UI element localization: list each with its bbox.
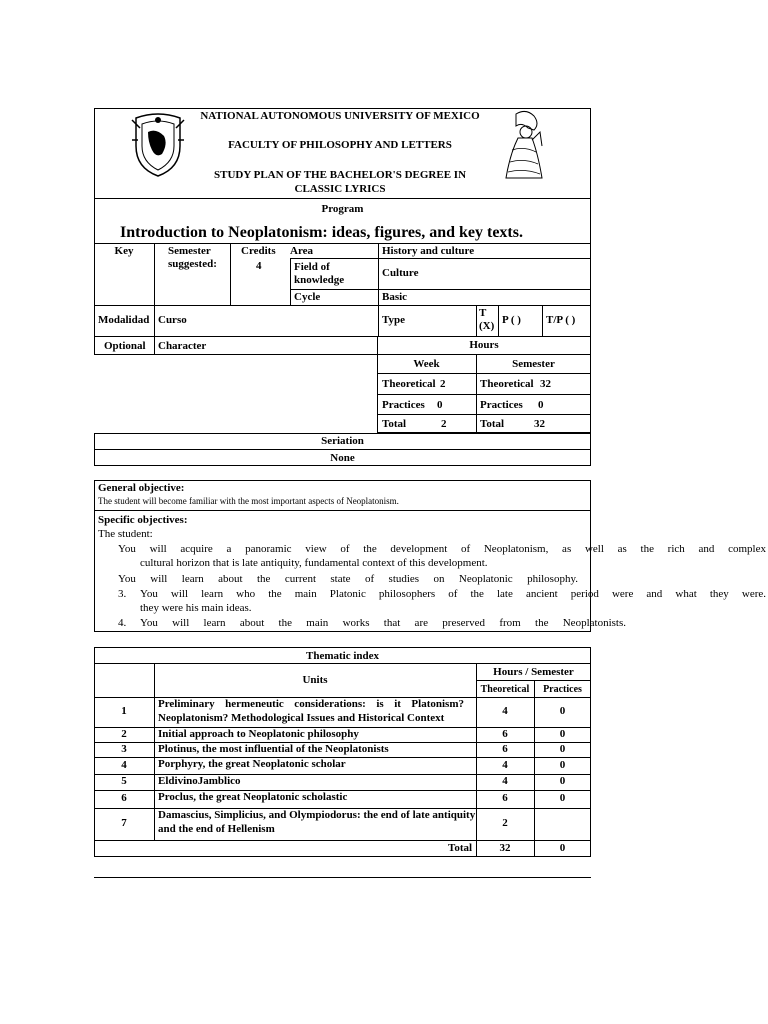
general-objective-label: General objective: [98, 482, 185, 494]
unit-title-line2: and the end of Hellenism [158, 823, 275, 835]
specific-objectives-label: Specific objectives: [98, 514, 188, 526]
unit-number: 5 [121, 775, 127, 787]
total-theoretical: 32 [499, 842, 511, 854]
type-tp: T/P ( ) [546, 314, 576, 326]
units-label: Units [302, 674, 328, 686]
key-label: Key [114, 245, 134, 257]
objective-4: You will learn about the main works that are preserved from the Neoplatonists. [140, 617, 626, 629]
unit-title-line1: Damascius, Simplicius, and Olympiodorus: the end of late antiquity [158, 809, 476, 821]
unit-practice-hours: 0 [559, 792, 566, 804]
sem-total-value: 32 [534, 418, 545, 430]
week-practices-value: 0 [437, 399, 443, 411]
semester-suggested-label: Semester suggested: [168, 245, 217, 270]
unit-theoretical-hours: 6 [502, 742, 508, 755]
week-total-value: 2 [441, 418, 447, 430]
semester-hours-label: Semester [512, 358, 555, 370]
unit-title: Initial approach to Neoplatonic philosophy [158, 728, 359, 740]
optional-label: Optional [104, 340, 146, 352]
week-theoretical-label: Theoretical [382, 378, 436, 390]
modalidad-value: Curso [158, 314, 187, 326]
modalidad-label: Modalidad [98, 314, 150, 326]
sem-practices-label: Practices [480, 399, 523, 411]
unit-number: 7 [121, 817, 127, 829]
university-name: NATIONAL AUTONOMOUS UNIVERSITY OF MEXICO [200, 110, 480, 122]
general-objective-text: The student will become familiar with the most important aspects of Neoplatonism. [98, 496, 399, 506]
sem-theoretical-value: 32 [540, 378, 551, 390]
unit-title: Porphyry, the great Neoplatonic scholar [158, 758, 346, 770]
week-theoretical-value: 2 [440, 378, 446, 390]
unit-practice-hours: 0 [559, 775, 566, 787]
type-t: T (X) [479, 307, 495, 332]
sem-total-label: Total [480, 418, 505, 430]
unit-number: 2 [121, 727, 127, 740]
unit-practice-hours: 0 [559, 742, 566, 755]
unit-theoretical-hours: 2 [502, 817, 508, 829]
practices-label: Practices [543, 684, 582, 695]
objective-4-num: 4. [118, 617, 127, 629]
objective-3-line2: they were his main ideas. [140, 602, 252, 614]
total-label: Total [448, 842, 473, 854]
unit-number: 4 [121, 758, 127, 771]
objectives-intro: The student: [98, 528, 153, 540]
faculty-athena-logo [498, 110, 548, 182]
study-plan-line1: STUDY PLAN OF THE BACHELOR'S DEGREE IN [213, 169, 467, 181]
unit-theoretical-hours: 4 [502, 758, 508, 771]
unit-number: 1 [121, 705, 127, 717]
unam-shield-logo [128, 110, 188, 178]
unit-practice-hours: 0 [559, 727, 566, 740]
objective-2: You will learn about the current state of studies on Neoplatonic philosophy. [118, 573, 578, 585]
unit-title-line2: Neoplatonism? Methodological Issues and Historical Context [158, 712, 445, 724]
cycle-label: Cycle [294, 291, 321, 303]
credits-value: 4 [256, 260, 262, 272]
seriation-label: Seriation [321, 435, 364, 447]
area-value: History and culture [382, 245, 475, 257]
area-label: Area [290, 245, 314, 257]
type-p: P ( ) [502, 314, 521, 326]
unit-theoretical-hours: 4 [502, 775, 508, 787]
type-label: Type [382, 314, 406, 326]
bottom-rule [94, 877, 591, 878]
week-practices-label: Practices [382, 399, 425, 411]
unit-theoretical-hours: 6 [502, 792, 508, 804]
thematic-index-title: Thematic index [305, 650, 380, 662]
unit-title: Plotinus, the most influential of the Neoplatonists [158, 743, 389, 755]
study-plan-line2: CLASSIC LYRICS [294, 183, 386, 195]
unit-theoretical-hours: 4 [502, 705, 508, 717]
theoretical-label: Theoretical [480, 684, 530, 695]
unit-number: 6 [121, 792, 127, 804]
field-value: Culture [382, 267, 419, 279]
field-label: Field of knowledge [294, 261, 345, 286]
objective-3-line1: You will learn who the main Platonic philosophers of the late ancient period were and what they were. [140, 588, 766, 600]
unit-number: 3 [121, 742, 127, 755]
objective-1-line1: You will acquire a panoramic view of the development of Neoplatonism, as well as the rich and complex [118, 543, 766, 555]
week-label: Week [413, 358, 440, 370]
unit-title-line1: Preliminary hermeneutic considerations: is it Platonism? [158, 698, 464, 710]
seriation-value: None [330, 452, 355, 464]
week-total-label: Total [382, 418, 407, 430]
unit-theoretical-hours: 6 [502, 727, 508, 740]
unit-title: Proclus, the great Neoplatonic scholastic [158, 791, 348, 803]
faculty-name: FACULTY OF PHILOSOPHY AND LETTERS [228, 139, 452, 151]
credits-label: Credits [241, 245, 276, 257]
sem-theoretical-label: Theoretical [480, 378, 534, 390]
course-title: Introduction to Neoplatonism: ideas, figures, and key texts. [120, 224, 523, 241]
unit-title: EldivinoJamblico [158, 775, 241, 787]
character-label: Character [158, 340, 207, 352]
sem-practices-value: 0 [538, 399, 544, 411]
hours-semester-label: Hours / Semester [493, 666, 574, 678]
objective-3-num: 3. [118, 588, 127, 600]
objective-1-line2: cultural horizon that is late antiquity, fundamental context of this development. [140, 557, 488, 569]
total-practices: 0 [559, 842, 566, 854]
unit-practice-hours: 0 [559, 705, 566, 717]
hours-label: Hours [469, 339, 499, 351]
unit-practice-hours: 0 [559, 758, 566, 771]
cycle-value: Basic [382, 291, 408, 303]
program-label: Program [321, 203, 364, 215]
